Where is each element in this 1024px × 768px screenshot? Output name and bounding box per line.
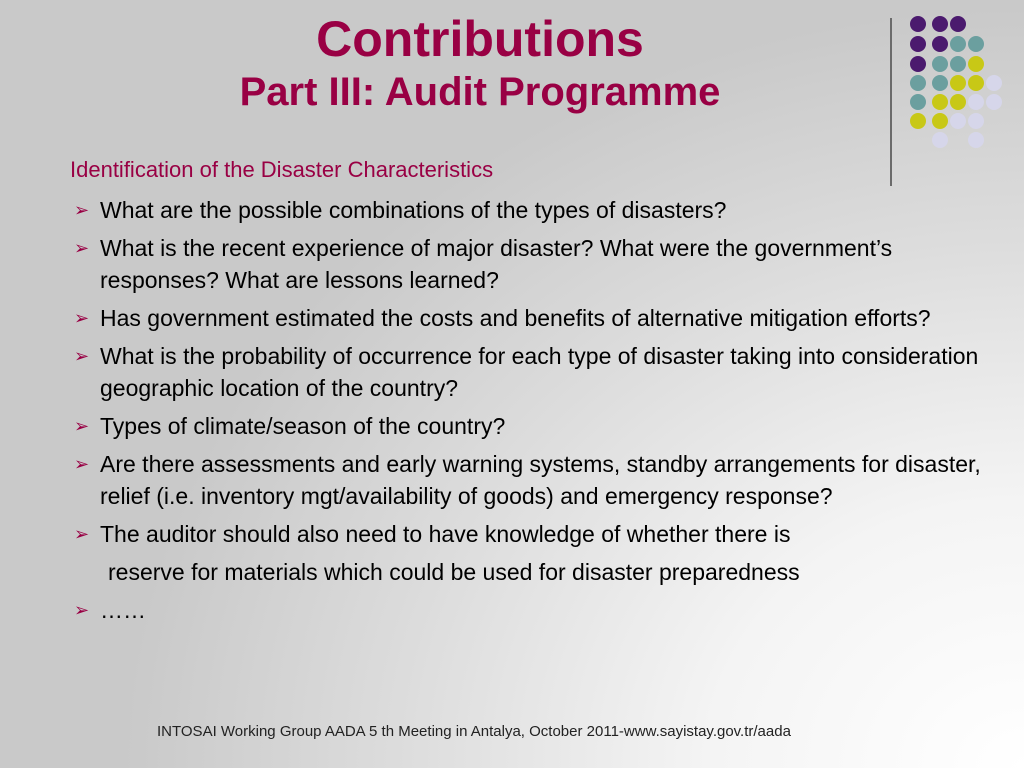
bullet-text: Types of climate/season of the country? xyxy=(100,413,506,439)
decorative-dot xyxy=(932,16,948,32)
slide-footer: INTOSAI Working Group AADA 5 th Meeting in Antalya, October 2011-www.sayistay.gov.tr/aada xyxy=(157,723,791,740)
decorative-dot xyxy=(968,36,984,52)
arrow-bullet-icon: ➢ xyxy=(74,416,90,436)
bullet-text: Has government estimated the costs and benefits of alternative mitigation efforts? xyxy=(100,305,931,331)
decorative-dot xyxy=(968,113,984,129)
decorative-dot xyxy=(986,94,1002,110)
decorative-dot xyxy=(968,94,984,110)
bullet-text: …… xyxy=(100,597,146,623)
decorative-dot xyxy=(910,75,926,91)
bullet-item xyxy=(70,232,990,296)
bullet-text: What is the recent experience of major disaster? What were the government’s responses? What are lessons learned? xyxy=(100,235,893,293)
bullet-item xyxy=(70,340,990,404)
arrow-bullet-icon: ➢ xyxy=(74,200,90,220)
decorative-dot xyxy=(910,94,926,110)
decorative-dot xyxy=(910,113,926,129)
decorative-dot xyxy=(968,56,984,72)
decorative-dot xyxy=(950,36,966,52)
section-heading: Identification of the Disaster Characteristics xyxy=(70,157,494,182)
decorative-dot xyxy=(910,16,926,32)
bullet-item xyxy=(70,410,990,442)
decorative-dot xyxy=(950,94,966,110)
arrow-bullet-icon: ➢ xyxy=(74,346,90,366)
bullet-item xyxy=(70,594,990,626)
bullet-text: What is the probability of occurrence for each type of disaster taking into consideration geographic location of the country? xyxy=(100,343,979,401)
decorative-dot xyxy=(932,56,948,72)
bullet-text: Are there assessments and early warning systems, standby arrangements for disaster, relief (i.e. inventory mgt/availability of goods) and emergency response? xyxy=(100,451,981,509)
bullet-continuation: reserve for materials which could be used for disaster preparedness xyxy=(108,559,800,585)
slide-content xyxy=(70,154,990,632)
decorative-dot xyxy=(968,75,984,91)
bullet-item xyxy=(70,194,990,226)
bullet-text: What are the possible combinations of the types of disasters? xyxy=(100,197,727,223)
decorative-dot xyxy=(950,113,966,129)
decorative-dot xyxy=(932,36,948,52)
bullet-item xyxy=(70,302,990,334)
decorative-dot xyxy=(950,16,966,32)
arrow-bullet-icon: ➢ xyxy=(74,308,90,328)
decorative-dot xyxy=(986,75,1002,91)
decorative-dot xyxy=(910,36,926,52)
decorative-dot xyxy=(932,75,948,91)
decorative-dot xyxy=(950,56,966,72)
bullet-item xyxy=(70,518,990,550)
decorative-dot xyxy=(932,94,948,110)
arrow-bullet-icon: ➢ xyxy=(74,454,90,474)
arrow-bullet-icon: ➢ xyxy=(74,600,90,620)
decorative-dot xyxy=(910,56,926,72)
decorative-dot xyxy=(950,75,966,91)
arrow-bullet-icon: ➢ xyxy=(74,238,90,258)
slide-subtitle: Part III: Audit Programme xyxy=(239,70,721,114)
arrow-bullet-icon: ➢ xyxy=(74,524,90,544)
decorative-dot xyxy=(968,132,984,148)
bullet-item xyxy=(70,448,990,512)
bullet-text: The auditor should also need to have knowledge of whether there is xyxy=(100,521,791,547)
decorative-dot xyxy=(932,132,948,148)
decorative-dot xyxy=(932,113,948,129)
slide-title: Contributions xyxy=(316,11,644,67)
